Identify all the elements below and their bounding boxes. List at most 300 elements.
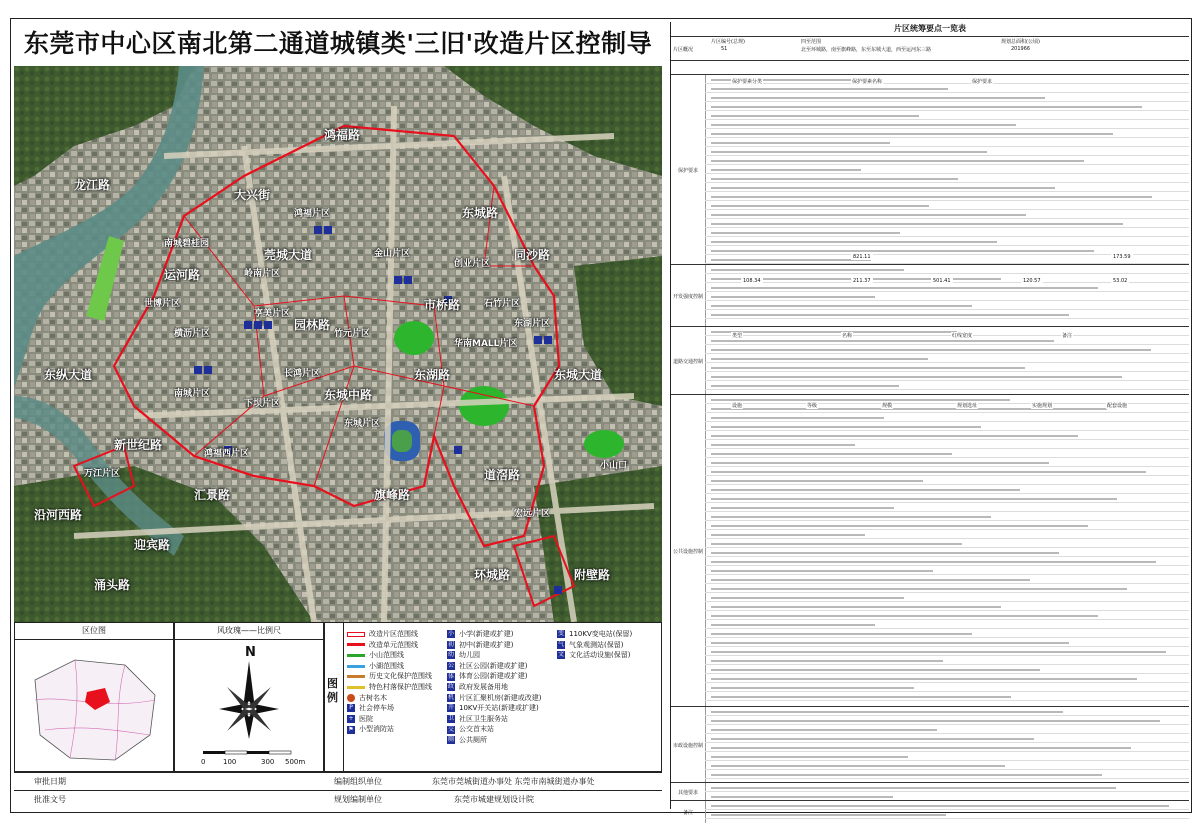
legend-item: 厕 公共厕所	[447, 735, 487, 744]
summary-value: 211.37	[853, 278, 871, 284]
table-row-divider	[705, 300, 1189, 301]
table-row	[711, 349, 1151, 351]
table-section	[671, 782, 1189, 801]
table-row-divider	[705, 335, 1189, 336]
table-row	[711, 669, 1040, 671]
section-head-label: 设施	[732, 403, 743, 409]
legend-item: 体 体育公园(新建或扩建)	[447, 672, 528, 681]
place-label: 下坝片区	[244, 399, 281, 409]
legend-item: 公 社区公园(新建或扩建)	[447, 661, 528, 670]
table-row	[711, 543, 962, 545]
legend-item: 卫 社区卫生服务站	[447, 714, 508, 723]
place-label: 岭南片区	[244, 269, 281, 279]
legend-item: ⚑ 小型消防站	[348, 725, 394, 734]
table-row	[711, 687, 914, 689]
section-head-label: 红线宽度	[952, 333, 973, 339]
table-section-name: 市政设施控制	[671, 707, 706, 783]
table-section-name: 备注	[671, 801, 706, 823]
satellite-map[interactable]	[14, 66, 662, 623]
table-row	[711, 462, 1049, 464]
place-label: 长鸿片区	[284, 369, 321, 379]
road-label: 东城中路	[324, 388, 373, 402]
table-row-divider	[705, 724, 1189, 725]
table-row-divider	[705, 236, 1189, 237]
weather-station-icon: 气	[557, 640, 564, 648]
table-row	[711, 259, 871, 261]
road-label: 园林路	[294, 318, 331, 332]
table-row	[711, 223, 1123, 225]
table-row	[711, 489, 1020, 491]
section-head-label: 等级	[807, 403, 818, 409]
table-row-divider	[705, 700, 1189, 701]
table-row	[711, 169, 861, 171]
table-row	[711, 88, 948, 90]
summary-value: 173.59	[1113, 254, 1131, 260]
table-row-divider	[705, 182, 1189, 183]
table-row-divider	[705, 538, 1189, 539]
table-row	[711, 480, 923, 482]
table-row-divider	[705, 628, 1189, 629]
legend-item: 开 10KV开关站(新建或扩建)	[447, 704, 539, 713]
hospital-icon: +	[348, 715, 354, 723]
approval-doc-label: 批准文号	[34, 795, 66, 804]
table-row	[711, 507, 894, 509]
parking-icon: P	[347, 704, 355, 712]
road-label: 附壁路	[574, 568, 611, 582]
table-section	[671, 800, 1189, 823]
table-row-divider	[705, 209, 1189, 210]
road-label: 鸿福路	[324, 128, 361, 142]
table-section	[671, 326, 1189, 395]
table-row-divider	[705, 493, 1189, 494]
lower-panels	[14, 622, 662, 772]
table-row	[711, 588, 1127, 590]
table-row-divider	[705, 520, 1189, 521]
table-row-divider	[705, 484, 1189, 485]
table-row-divider	[705, 362, 1189, 363]
place-label: 创业片区	[454, 259, 491, 269]
table-row-divider	[705, 760, 1189, 761]
table-row-divider	[705, 371, 1189, 372]
table-row	[711, 516, 991, 518]
table-row	[711, 561, 1156, 563]
table-section-name: 保护要求	[671, 75, 706, 265]
table-row	[711, 471, 1146, 473]
table-row-divider	[705, 751, 1189, 752]
table-row-divider	[705, 791, 1189, 792]
summary-value: 821.11	[853, 254, 871, 260]
table-row	[711, 367, 1025, 369]
summary-table-panel	[670, 22, 1189, 816]
location-panel	[14, 622, 174, 772]
table-row-divider	[705, 583, 1189, 584]
table-row-divider	[705, 475, 1189, 476]
table-row-divider	[705, 200, 1189, 201]
scale-tick: 0	[201, 758, 206, 766]
table-row-divider	[705, 191, 1189, 192]
table-row	[711, 417, 884, 419]
place-label: 华南MALL片区	[454, 339, 518, 349]
table-row	[711, 187, 1055, 189]
table-row	[711, 399, 1010, 401]
table-row-divider	[705, 389, 1189, 390]
legend-item: 变 110KV变电站(保留)	[557, 630, 633, 638]
section-head-label: 保护要素分类	[732, 79, 763, 85]
location-minimap	[15, 640, 173, 772]
table-row	[711, 250, 1094, 252]
table-row-divider	[705, 128, 1189, 129]
health-station-icon: 卫	[447, 715, 454, 723]
table-row-divider	[705, 318, 1189, 319]
legend-item: + 医院	[348, 714, 373, 723]
table-row-divider	[705, 146, 1189, 147]
legend-item: 历史文化保护范围线	[347, 671, 432, 682]
table-row	[711, 444, 855, 446]
table-row-divider	[705, 565, 1189, 566]
section-head-label: 类型	[732, 333, 743, 339]
legend-panel	[324, 622, 662, 772]
legend-item: P 社会停车场	[347, 703, 432, 714]
section-head-label: 规模	[882, 403, 893, 409]
place-label: 石竹片区	[484, 299, 521, 309]
table-row-divider	[705, 457, 1189, 458]
table-row	[711, 711, 1063, 713]
road-label: 莞城大道	[264, 248, 313, 262]
table-row	[711, 314, 1069, 316]
road-label: 东纵大道	[44, 368, 93, 382]
server-room-icon: 机	[447, 693, 454, 701]
place-label: 东城片区	[344, 419, 381, 429]
table-row	[711, 376, 1122, 378]
table-row	[711, 678, 1137, 680]
legend-title: 图例	[327, 677, 338, 704]
table-row	[711, 624, 875, 626]
table-row	[711, 805, 1169, 807]
culture-facility-icon: 文	[557, 651, 564, 659]
road-label: 沿河西路	[34, 508, 83, 522]
legend-col-1	[347, 629, 432, 735]
wind-rose	[175, 639, 323, 769]
legend-item: 交 公交首末站	[447, 725, 494, 734]
footer-info	[14, 772, 662, 809]
table-row-divider	[705, 448, 1189, 449]
table-row	[711, 232, 900, 234]
place-label: 万江片区	[84, 469, 121, 479]
legend-item: 古树名木	[347, 693, 432, 704]
table-row	[711, 160, 1084, 162]
table-row-divider	[705, 502, 1189, 503]
table-row	[711, 453, 952, 455]
table-row	[711, 738, 1034, 740]
place-label: 南城片区	[174, 389, 211, 399]
section-head-label: 实施规划	[1032, 403, 1053, 409]
table-row-divider	[705, 637, 1189, 638]
legend-item: 小山范围线	[347, 650, 432, 661]
table-row-divider	[705, 353, 1189, 354]
road-label: 市桥路	[424, 298, 461, 312]
table-row	[711, 720, 1160, 722]
table-row	[711, 696, 1011, 698]
table-section	[671, 74, 1189, 265]
table-row	[711, 729, 937, 731]
table-row	[711, 435, 1078, 437]
table-row	[711, 287, 1098, 289]
section-head-label: 规划选址	[957, 403, 978, 409]
table-row	[711, 133, 1113, 135]
summary-value: 501.41	[933, 278, 951, 284]
table-row	[711, 142, 890, 144]
page-title: 东莞市中心区南北第二通道城镇类'三旧'改造片区控制导	[14, 22, 662, 67]
place-label: 横沥片区	[174, 329, 211, 339]
table-row-divider	[705, 673, 1189, 674]
legend-item: 机 片区汇聚机房(新建或改建)	[447, 693, 542, 702]
scale-tick: 300	[261, 758, 275, 766]
table-row	[711, 552, 1059, 554]
kindergarten-icon: 幼	[447, 651, 454, 659]
scale-panel	[174, 622, 324, 772]
road-label: 东湖路	[414, 368, 451, 382]
table-row	[711, 606, 1001, 608]
table-row	[711, 615, 1098, 617]
section-head-label: 保护要求	[972, 79, 993, 85]
table-row	[711, 151, 987, 153]
park-label: 小山口	[600, 461, 628, 471]
plan-unit: 东莞市城建规划设计院	[454, 795, 534, 804]
table-row	[711, 385, 899, 387]
road-label: 龙江路	[74, 178, 111, 192]
table-row	[711, 814, 946, 816]
table-row-divider	[705, 291, 1189, 292]
table-section-name: 道路交通控制	[671, 327, 706, 395]
table-row	[711, 787, 1116, 789]
table-row	[711, 241, 997, 243]
table-row-divider	[705, 646, 1189, 647]
table-row-divider	[705, 466, 1189, 467]
table-row-divider	[705, 733, 1189, 734]
table-row	[711, 214, 1026, 216]
table-row	[711, 305, 972, 307]
table-section	[671, 706, 1189, 783]
scale-tick: 100	[223, 758, 237, 766]
table-row-divider	[705, 511, 1189, 512]
section-head-label: 名称	[842, 333, 853, 339]
location-panel-title: 区位图	[15, 623, 173, 640]
table-row	[711, 331, 957, 333]
table-row-divider	[705, 691, 1189, 692]
footer-row-2	[14, 790, 662, 809]
table-section	[671, 394, 1189, 707]
table-row	[711, 498, 1117, 500]
road-label: 汇景路	[194, 488, 231, 502]
legend-item: 改造单元范围线	[347, 640, 432, 651]
substation-icon: 变	[557, 630, 564, 638]
legend-item: 气 气象观测站(保留)	[557, 640, 624, 649]
table-row-divider	[705, 574, 1189, 575]
place-label: 世博片区	[144, 299, 181, 309]
table-row-divider	[705, 380, 1189, 381]
place-label: 鸿福西片区	[204, 449, 250, 459]
table-row	[711, 642, 1069, 644]
table-row-divider	[705, 556, 1189, 557]
table-section-name: 其他要求	[671, 783, 706, 801]
table-row	[711, 97, 1045, 99]
compile-unit: 东莞市莞城街道办事处 东莞市南城街道办事处	[432, 777, 595, 786]
table-section-name: 开发强度控制	[671, 265, 706, 327]
table-row	[711, 205, 929, 207]
table-row	[711, 660, 943, 662]
place-label: 宏远片区	[514, 509, 551, 519]
table-row-divider	[705, 421, 1189, 422]
table-section	[671, 264, 1189, 327]
table-row-divider	[705, 155, 1189, 156]
table-row	[711, 765, 1005, 767]
road-label: 大兴街	[234, 188, 271, 202]
table-row	[711, 747, 1131, 749]
legend-col-2	[447, 629, 541, 746]
section-head-label: 备注	[1062, 333, 1073, 339]
road-label: 东城大道	[554, 368, 603, 382]
table-row-divider	[705, 92, 1189, 93]
table-row	[711, 774, 1102, 776]
table-row-divider	[705, 682, 1189, 683]
place-label: 南城碧桂园	[164, 239, 210, 249]
table-row-divider	[705, 619, 1189, 620]
place-label: 鸿福片区	[294, 209, 331, 219]
table-row	[711, 196, 1152, 198]
road-label: 迎宾路	[134, 538, 171, 552]
table-row	[711, 597, 904, 599]
road-label: 环城路	[474, 568, 511, 582]
bus-terminal-icon: 交	[447, 725, 454, 733]
fire-station-icon: ⚑	[348, 725, 354, 733]
legend-item: 特色村落保护范围线	[347, 682, 432, 693]
table-row-divider	[705, 344, 1189, 345]
table-row-divider	[705, 227, 1189, 228]
table-section-name: 公共设施控制	[671, 395, 706, 707]
map-graphic	[14, 66, 662, 622]
place-label: 竹元片区	[334, 329, 371, 339]
road-label: 旗峰路	[374, 488, 411, 502]
table-row-divider	[705, 119, 1189, 120]
table-row-divider	[705, 430, 1189, 431]
north-label: N	[245, 645, 256, 660]
table-row	[711, 358, 928, 360]
table-row-divider	[705, 664, 1189, 665]
place-label: 亨美片区	[254, 309, 291, 319]
scale-panel-title: 风玫瑰——比例尺	[175, 623, 323, 640]
table-row-divider	[705, 769, 1189, 770]
table-row-divider	[705, 137, 1189, 138]
summary-value: 53.02	[1113, 278, 1128, 284]
table-row-divider	[705, 110, 1189, 111]
table-row	[711, 178, 958, 180]
table-row-divider	[705, 101, 1189, 102]
table-row-divider	[705, 83, 1189, 84]
table-row	[711, 115, 919, 117]
place-label: 东湖片区	[514, 319, 551, 329]
table-row	[711, 296, 875, 298]
road-label: 运河路	[164, 268, 201, 282]
table-row	[711, 579, 1030, 581]
table-row-divider	[705, 601, 1189, 602]
legend-item: 文 文化活动设施(保留)	[557, 651, 631, 660]
table-row	[711, 124, 1016, 126]
section-head-label: 保护要素名称	[852, 79, 883, 85]
place-label: 金山片区	[374, 249, 411, 259]
table-row	[711, 106, 1142, 108]
table-row-divider	[705, 412, 1189, 413]
road-label: 东城路	[462, 206, 499, 220]
switch-station-icon: 开	[447, 704, 454, 712]
table-row-divider	[705, 809, 1189, 810]
table-row	[711, 340, 1054, 342]
table-row	[711, 633, 972, 635]
table-row-divider	[705, 309, 1189, 310]
table-row	[711, 525, 1088, 527]
table-row-divider	[705, 245, 1189, 246]
table-row	[711, 570, 933, 572]
legend-item: 幼 幼儿园	[447, 651, 480, 660]
table-row-divider	[705, 715, 1189, 716]
table-row-divider	[705, 610, 1189, 611]
approval-date-label: 审批日期	[34, 777, 66, 786]
legend-item: 小湖范围线	[347, 661, 432, 672]
road-label: 道滘路	[484, 468, 521, 482]
table-row-divider	[705, 173, 1189, 174]
summary-table-title: 片区统筹要点一览表	[671, 22, 1189, 37]
summary-value: 120.57	[1023, 278, 1041, 284]
reserve-land-icon: 政	[447, 683, 454, 691]
table-row	[711, 651, 1166, 653]
scale-tick: 500m	[285, 758, 306, 766]
table-row-divider	[705, 655, 1189, 656]
legend-item: 初 初中(新建或扩建)	[447, 640, 514, 649]
legend-item: 小 小学(新建或扩建)	[447, 630, 514, 638]
table-row	[711, 796, 893, 798]
plan-unit-label: 规划编制单位	[334, 795, 382, 804]
table-row-divider	[705, 778, 1189, 779]
table-row	[711, 426, 981, 428]
table-row	[711, 269, 904, 271]
summary-header: 片区编号(总规) 四至范围 规划总面积(公顷) 片区概况 51 北至环城路，南至旗峰路，东至东城大道，西至运河东三路 201966	[671, 36, 1189, 61]
table-row-divider	[705, 592, 1189, 593]
sports-park-icon: 体	[447, 672, 454, 680]
middle-school-icon: 初	[447, 640, 454, 648]
table-row-divider	[705, 164, 1189, 165]
road-label: 新世纪路	[114, 438, 163, 452]
legend-item: 政 政府发展备用地	[447, 682, 508, 691]
community-park-icon: 公	[447, 662, 454, 670]
legend-item: 改造片区范围线	[347, 629, 432, 640]
primary-school-icon: 小	[447, 630, 454, 638]
table-row-divider	[705, 547, 1189, 548]
road-label: 同沙路	[514, 248, 551, 262]
table-row-divider	[705, 529, 1189, 530]
table-row-divider	[705, 273, 1189, 274]
section-head-label: 配套设施	[1107, 403, 1128, 409]
legend-col-3	[557, 629, 632, 661]
footer-row-1	[14, 772, 662, 791]
toilet-icon: 厕	[447, 736, 454, 744]
table-row-divider	[705, 742, 1189, 743]
table-row	[711, 534, 865, 536]
table-row-divider	[705, 218, 1189, 219]
compile-unit-label: 编制组织单位	[334, 777, 382, 786]
table-row	[711, 756, 908, 758]
summary-value: 108.34	[743, 278, 761, 284]
table-row-divider	[705, 439, 1189, 440]
road-label: 涌头路	[94, 578, 131, 592]
